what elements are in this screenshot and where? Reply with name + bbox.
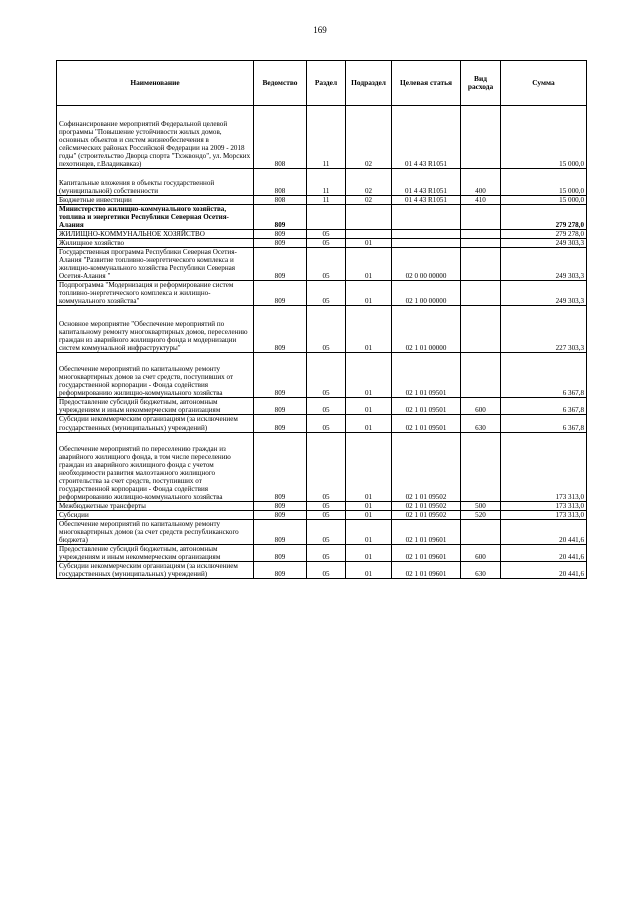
cell-section: 05 (307, 519, 346, 544)
cell-subsection: 01 (346, 248, 392, 281)
cell-target: 02 1 01 09501 (392, 415, 461, 432)
cell-name: Основное мероприятие "Обеспечение мероприятий по капитальному ремонту многоквартирных домов, переселению граждан из аварийного жилищного фонда и модернизации систем коммунальной инфраструктуры" (57, 306, 254, 353)
cell-sum: 227 303,3 (501, 306, 587, 353)
cell-sum: 173 313,0 (501, 432, 587, 501)
cell-expense-type (461, 239, 501, 248)
cell-dept: 809 (254, 561, 307, 578)
cell-name: Предоставление субсидий бюджетным, автономным учреждениям и иным некоммерческим организациям (57, 398, 254, 415)
table-row (57, 398, 587, 415)
table-row (57, 281, 587, 306)
cell-subsection: 01 (346, 519, 392, 544)
cell-dept: 809 (254, 432, 307, 501)
cell-subsection (346, 230, 392, 239)
cell-subsection: 01 (346, 239, 392, 248)
table-row (57, 510, 587, 519)
cell-target: 02 1 01 09501 (392, 398, 461, 415)
table-row (57, 169, 587, 196)
cell-dept: 809 (254, 230, 307, 239)
cell-target: 01 4 43 R1051 (392, 169, 461, 196)
cell-dept: 809 (254, 281, 307, 306)
cell-expense-type (461, 353, 501, 398)
cell-subsection: 02 (346, 196, 392, 205)
cell-name: Министерство жилищно-коммунального хозяйства, топлива и энергетики Республики Северная Осетия-Алания (57, 205, 254, 230)
budget-table (56, 60, 587, 579)
cell-dept: 809 (254, 519, 307, 544)
table-row (57, 415, 587, 432)
cell-section: 11 (307, 169, 346, 196)
table-row (57, 544, 587, 561)
table-row (57, 432, 587, 501)
cell-target: 02 1 01 09502 (392, 510, 461, 519)
cell-expense-type (461, 106, 501, 169)
cell-section: 05 (307, 281, 346, 306)
table-row (57, 106, 587, 169)
cell-target (392, 230, 461, 239)
cell-dept: 809 (254, 353, 307, 398)
cell-sum: 6 367,8 (501, 398, 587, 415)
cell-sum: 15 000,0 (501, 169, 587, 196)
cell-subsection: 01 (346, 281, 392, 306)
cell-name: Субсидии некоммерческим организациям (за исключением государственных (муниципальных) учреждений) (57, 561, 254, 578)
cell-subsection: 01 (346, 415, 392, 432)
cell-name: Капитальные вложения в объекты государственной (муниципальной) собственности (57, 169, 254, 196)
cell-dept: 809 (254, 415, 307, 432)
table-row (57, 561, 587, 578)
cell-name: Межбюджетные трансферты (57, 501, 254, 510)
cell-target: 02 1 01 09501 (392, 353, 461, 398)
cell-section: 05 (307, 510, 346, 519)
cell-expense-type (461, 519, 501, 544)
table-row (57, 519, 587, 544)
table-header-row (57, 61, 587, 106)
cell-expense-type: 630 (461, 561, 501, 578)
table-row (57, 239, 587, 248)
cell-target: 02 1 01 09601 (392, 519, 461, 544)
cell-sum: 249 303,3 (501, 248, 587, 281)
cell-target (392, 205, 461, 230)
table-row (57, 248, 587, 281)
cell-section: 11 (307, 196, 346, 205)
cell-name: Жилищное хозяйство (57, 239, 254, 248)
cell-target: 02 1 01 09601 (392, 561, 461, 578)
cell-section: 05 (307, 398, 346, 415)
cell-section: 05 (307, 353, 346, 398)
table-row (57, 306, 587, 353)
cell-expense-type (461, 248, 501, 281)
cell-target: 02 0 00 00000 (392, 248, 461, 281)
cell-name: Субсидии (57, 510, 254, 519)
cell-sum: 173 313,0 (501, 501, 587, 510)
cell-subsection: 01 (346, 398, 392, 415)
cell-section: 05 (307, 432, 346, 501)
cell-expense-type: 500 (461, 501, 501, 510)
cell-name: Подпрограмма "Модернизация и реформирование систем топливно-энергетического комплекса и жилищно-коммунального хозяйства" (57, 281, 254, 306)
cell-dept: 809 (254, 205, 307, 230)
header-dept: Ведомство (254, 61, 307, 106)
cell-sum: 249 303,3 (501, 281, 587, 306)
cell-expense-type: 400 (461, 169, 501, 196)
cell-sum: 279 278,0 (501, 205, 587, 230)
cell-sum: 249 303,3 (501, 239, 587, 248)
cell-subsection: 01 (346, 306, 392, 353)
cell-section: 11 (307, 106, 346, 169)
cell-name: Государственная программа Республики Северная Осетия-Алания "Развитие топливно-энергетического комплекса и жилищно-коммунального хозяйства Республики Северная Осетия-Алания " (57, 248, 254, 281)
cell-name: Софинансирование мероприятий Федеральной целевой программы "Повышение устойчивости жилых домов, основных объектов и систем жизнеобеспечения в сейсмических районах Российской Федерации на 2009 - 2018 годы" (строительство Дворца спорта "Тхэквондо", ул. Морских пехотинцев, г.Владикавказ) (57, 106, 254, 169)
cell-dept: 809 (254, 510, 307, 519)
cell-expense-type (461, 205, 501, 230)
cell-expense-type: 520 (461, 510, 501, 519)
cell-sum: 20 441,6 (501, 519, 587, 544)
header-sum: Сумма (501, 61, 587, 106)
cell-name: Обеспечение мероприятий по капитальному ремонту многоквартирных домов за счет средств, поступивших от государственной корпорации - Фонда содействия реформированию жилищно-коммунального хозяйства (57, 353, 254, 398)
cell-subsection: 01 (346, 501, 392, 510)
cell-target: 02 1 01 00000 (392, 306, 461, 353)
cell-expense-type (461, 230, 501, 239)
cell-dept: 809 (254, 306, 307, 353)
cell-dept: 809 (254, 501, 307, 510)
cell-dept: 809 (254, 248, 307, 281)
cell-subsection: 01 (346, 432, 392, 501)
cell-dept: 809 (254, 544, 307, 561)
cell-expense-type (461, 432, 501, 501)
header-name: Наименование (57, 61, 254, 106)
table-row (57, 353, 587, 398)
cell-name: Обеспечение мероприятий по переселению граждан из аварийного жилищного фонда, в том числе переселению граждан из аварийного жилищного фонда с учетом необходимости развития малоэтажного жилищного строительства за счет средств, поступивших от государственной корпорации - Фонда содействия реформированию жилищно-коммунального хозяйства (57, 432, 254, 501)
cell-sum: 20 441,6 (501, 544, 587, 561)
cell-target: 01 4 43 R1051 (392, 196, 461, 205)
cell-subsection: 01 (346, 510, 392, 519)
cell-sum: 6 367,8 (501, 415, 587, 432)
cell-target: 02 1 01 09502 (392, 501, 461, 510)
header-section: Раздел (307, 61, 346, 106)
cell-expense-type: 600 (461, 544, 501, 561)
cell-name: Предоставление субсидий бюджетным, автономным учреждениям и иным некоммерческим организациям (57, 544, 254, 561)
cell-sum: 173 313,0 (501, 510, 587, 519)
cell-subsection: 02 (346, 169, 392, 196)
header-expense-type: Вид расхода (461, 61, 501, 106)
cell-name: Бюджетные инвестиции (57, 196, 254, 205)
cell-expense-type (461, 281, 501, 306)
cell-sum: 6 367,8 (501, 353, 587, 398)
cell-name: Обеспечение мероприятий по капитальному ремонту многоквартирных домов (за счет средств республиканского бюджета) (57, 519, 254, 544)
cell-sum: 15 000,0 (501, 106, 587, 169)
cell-expense-type (461, 306, 501, 353)
cell-dept: 808 (254, 169, 307, 196)
cell-target: 02 1 00 00000 (392, 281, 461, 306)
cell-dept: 808 (254, 106, 307, 169)
cell-section: 05 (307, 239, 346, 248)
cell-expense-type: 600 (461, 398, 501, 415)
cell-section: 05 (307, 544, 346, 561)
cell-target: 02 1 01 09502 (392, 432, 461, 501)
cell-sum: 15 000,0 (501, 196, 587, 205)
cell-section: 05 (307, 248, 346, 281)
cell-target: 01 4 43 R1051 (392, 106, 461, 169)
cell-section: 05 (307, 306, 346, 353)
cell-name: ЖИЛИЩНО-КОММУНАЛЬНОЕ ХОЗЯЙСТВО (57, 230, 254, 239)
cell-subsection: 01 (346, 561, 392, 578)
table-row (57, 196, 587, 205)
cell-sum: 20 441,6 (501, 561, 587, 578)
cell-section: 05 (307, 415, 346, 432)
header-subsection: Подраздел (346, 61, 392, 106)
cell-dept: 809 (254, 398, 307, 415)
header-target: Целевая статья (392, 61, 461, 106)
cell-target (392, 239, 461, 248)
cell-section: 05 (307, 230, 346, 239)
cell-dept: 809 (254, 239, 307, 248)
cell-section: 05 (307, 501, 346, 510)
table-row (57, 205, 587, 230)
cell-expense-type: 410 (461, 196, 501, 205)
cell-subsection (346, 205, 392, 230)
cell-subsection: 01 (346, 353, 392, 398)
table-body (57, 106, 587, 579)
cell-sum: 279 278,0 (501, 230, 587, 239)
cell-name: Субсидии некоммерческим организациям (за исключением государственных (муниципальных) учреждений) (57, 415, 254, 432)
cell-target: 02 1 01 09601 (392, 544, 461, 561)
cell-section: 05 (307, 561, 346, 578)
page-number: 169 (313, 25, 327, 35)
table-row (57, 501, 587, 510)
cell-section (307, 205, 346, 230)
table-row (57, 230, 587, 239)
cell-expense-type: 630 (461, 415, 501, 432)
cell-subsection: 01 (346, 544, 392, 561)
cell-subsection: 02 (346, 106, 392, 169)
cell-dept: 808 (254, 196, 307, 205)
